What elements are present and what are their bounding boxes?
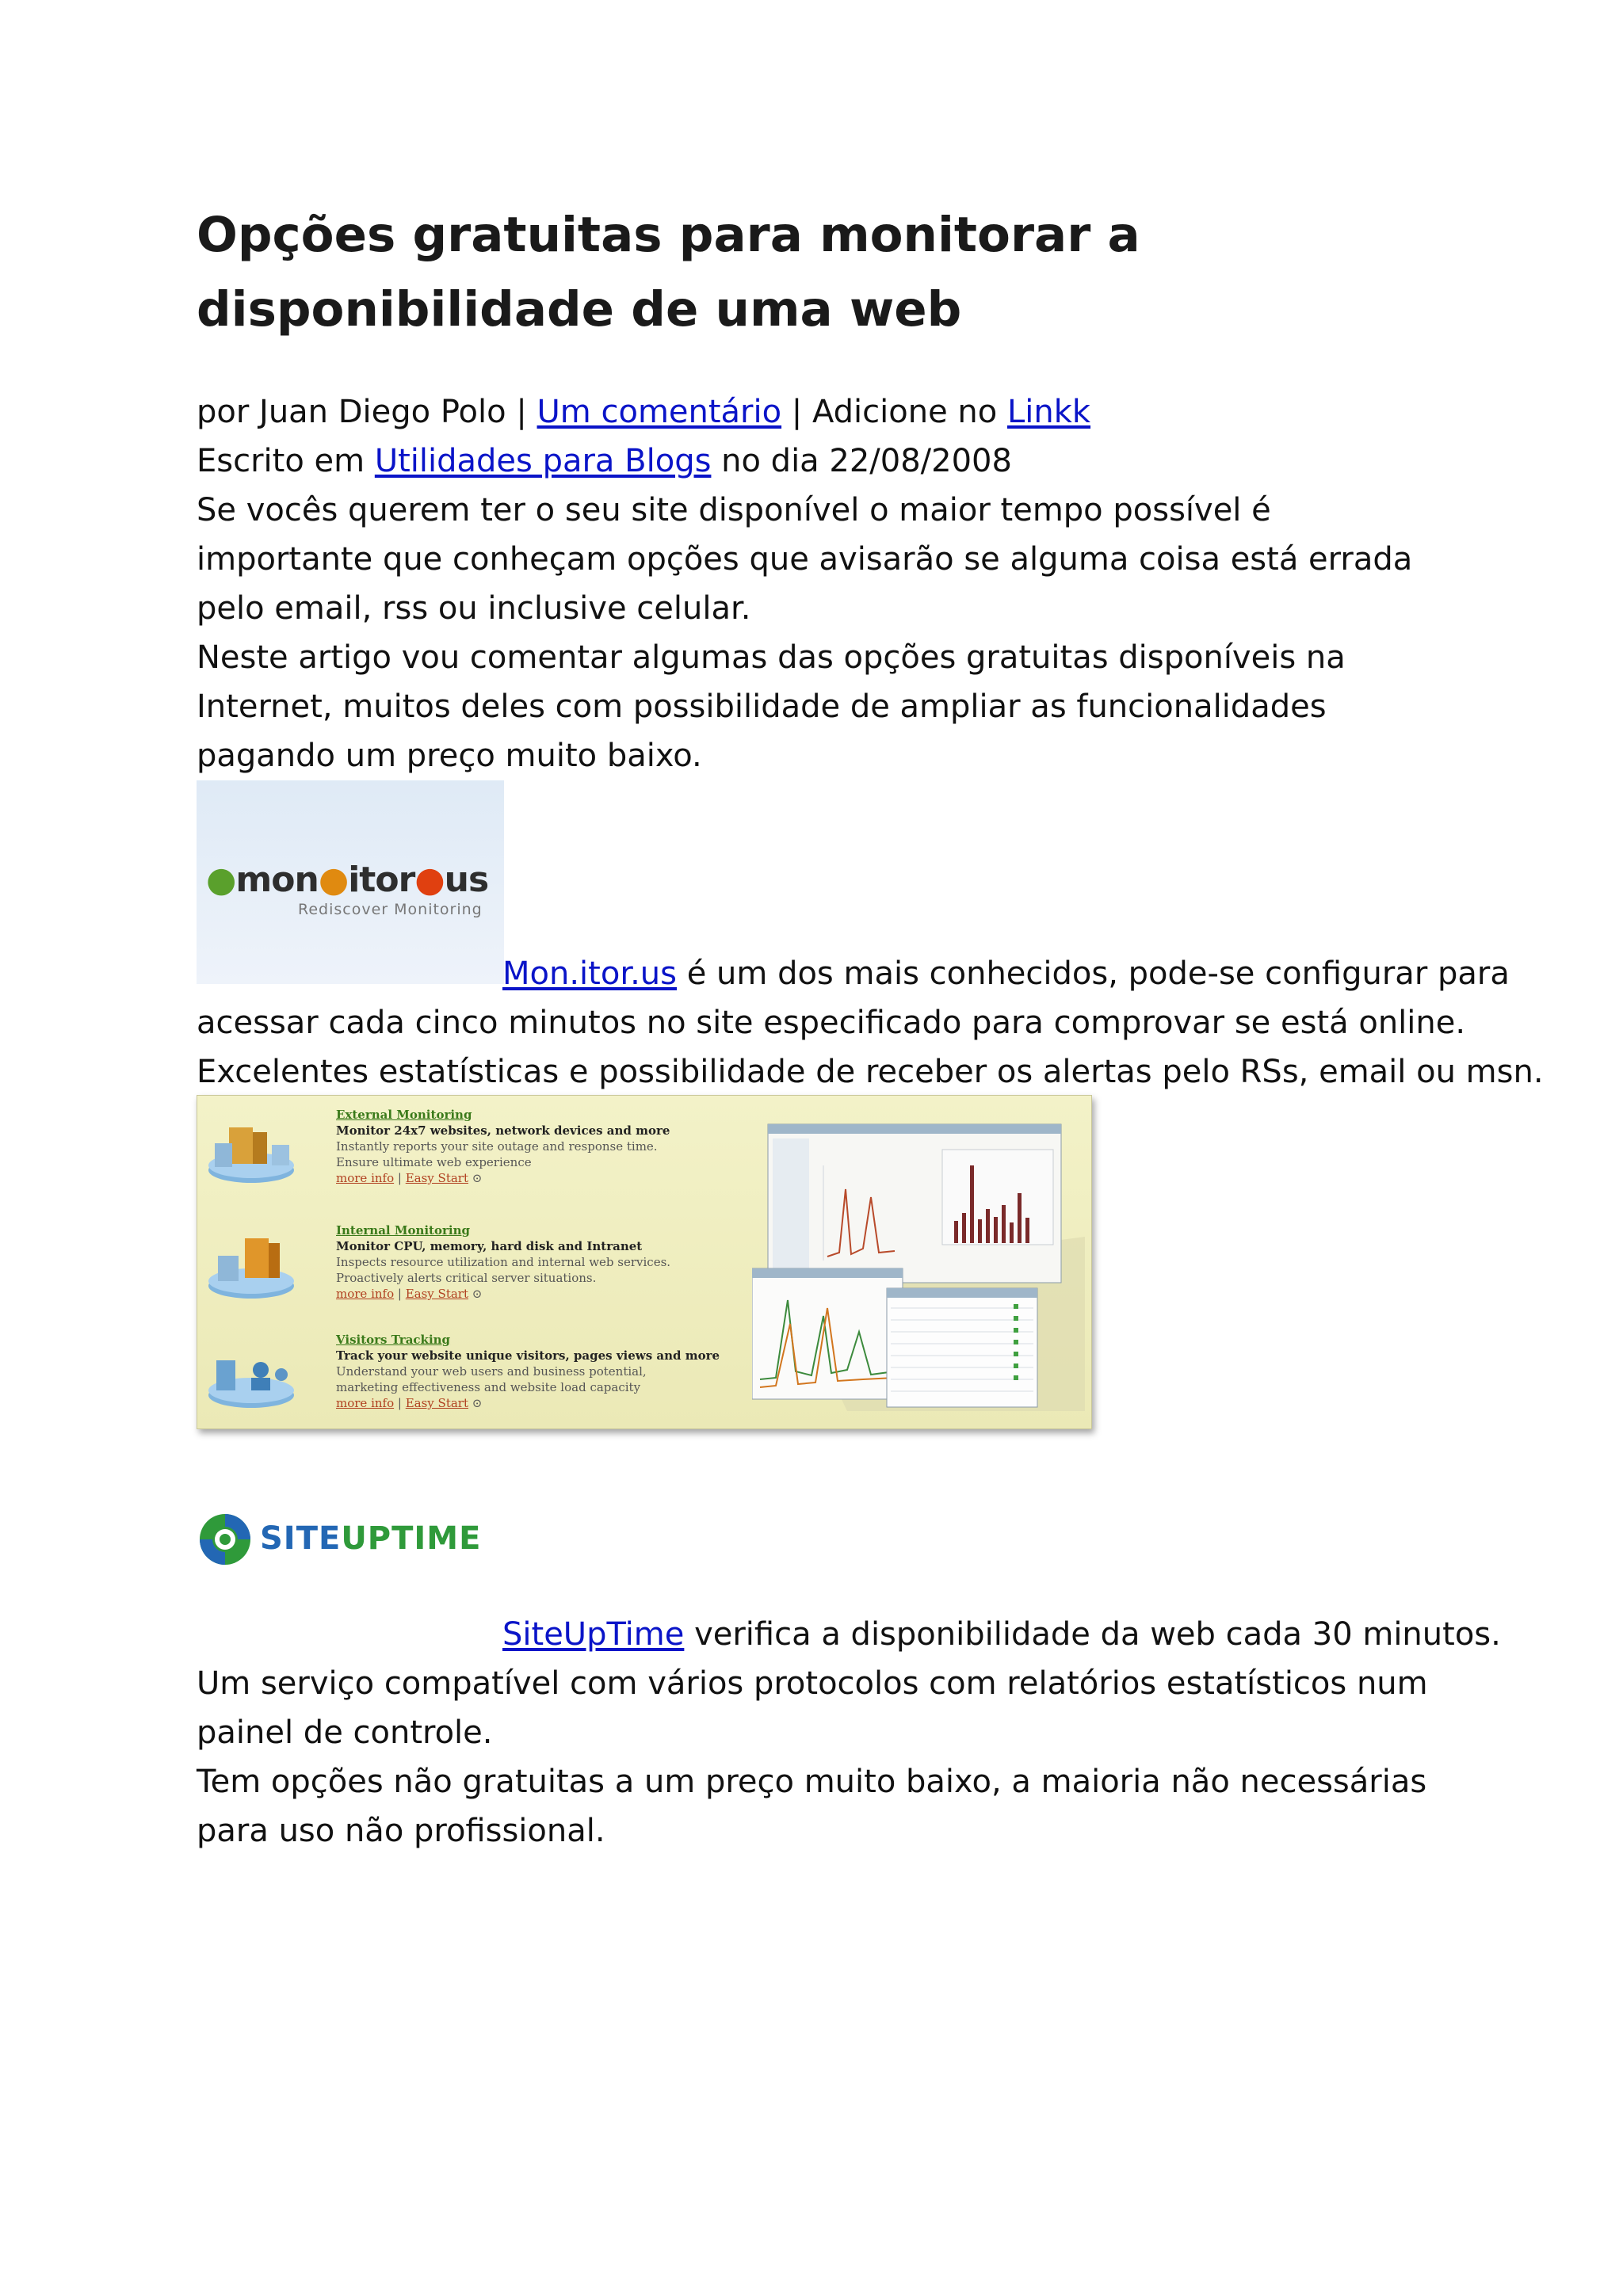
linkk-link[interactable]: Linkk <box>1006 394 1091 430</box>
monitor-line-3: Excelentes estatísticas e possibilidade de receber os alertas pelo RSs, email ou msn. <box>197 1054 1544 1090</box>
written-date: no dia 22/08/2008 <box>711 443 1012 479</box>
article-title-line-1: Opções gratuitas para monitorar a <box>197 207 1140 263</box>
intro-paragraph-1: Se vocês querem ter o seu site disponível o maior tempo possível é importante que conheçam opções que avisarão se alguma coisa está errada pelo email, rss ou inclusive celular. <box>197 492 1413 627</box>
siteuptime-link[interactable]: SiteUpTime <box>502 1616 685 1653</box>
server-icon <box>204 1232 307 1303</box>
siteuptime-paragraph-1: Um serviço compatível com vários protocolos com relatórios estatísticos num painel de controle. <box>197 1665 1428 1751</box>
monitor-us-logo-tagline: Rediscover Monitoring <box>298 901 483 918</box>
siteuptime-line-1: SiteUpTime verifica a disponibilidade da web cada 30 minutos. <box>502 1616 1501 1653</box>
users-icon <box>204 1341 307 1413</box>
monitor-us-screenshot: External Monitoring Monitor 24x7 websites, network devices and more Instantly reports your site outage and response time. Ensure ultimate web experience more info | Easy Start ⊙ Internal Monitoring Monitor CPU, memory, hard disk and Intranet Inspects resource utilization and internal web services. Proactively alerts critical server situations. more info | Easy Start ⊙ Visitors Tracking Track your website unique visitors, pages views and more Understand your web users and business potential, marketing effectiveness and website load capacity more info | Easy Start ⊙ <box>197 1095 1092 1429</box>
byline-author: por Juan Diego Polo | <box>197 394 537 430</box>
category-link[interactable]: Utilidades para Blogs <box>374 443 712 479</box>
monitor-line-2: acessar cada cinco minutos no site especificado para comprovar se está online. <box>197 1005 1466 1041</box>
monitor-us-link[interactable]: Mon.itor.us <box>502 955 677 992</box>
byline-mid: | Adicione no <box>781 394 1007 430</box>
article-meta <box>197 387 1441 780</box>
comments-link[interactable]: Um comentário <box>537 394 782 430</box>
byline <box>197 387 1441 437</box>
written-prefix: Escrito em <box>197 443 375 479</box>
siteuptime-description <box>197 1610 1501 1855</box>
written-line <box>197 437 1441 486</box>
article-title-line-2: disponibilidade de uma web <box>197 281 962 338</box>
monitor-us-logo-wordmark: ●mon●itor●us <box>206 860 489 900</box>
monitor-line-1: Mon.itor.us é um dos mais conhecidos, pode-se configurar para <box>502 955 1510 992</box>
siteuptime-logo-icon <box>197 1511 254 1568</box>
siteuptime-paragraph-2: Tem opções não gratuitas a um preço muito baixo, a maioria não necessárias para uso não profissional. <box>197 1764 1427 1849</box>
monitor-description <box>197 949 1544 1097</box>
server-icon <box>204 1116 307 1188</box>
siteuptime-logo <box>197 1501 514 1589</box>
intro-paragraph-2: Neste artigo vou comentar algumas das opções gratuitas disponíveis na Internet, muitos deles com possibilidade de ampliar as funcionalidades pagando um preço muito baixo. <box>197 639 1346 774</box>
article-title <box>197 198 1385 347</box>
siteuptime-logo-wordmark: SITEUPTIME <box>260 1520 482 1557</box>
dashboard-screenshots <box>752 1118 1085 1411</box>
